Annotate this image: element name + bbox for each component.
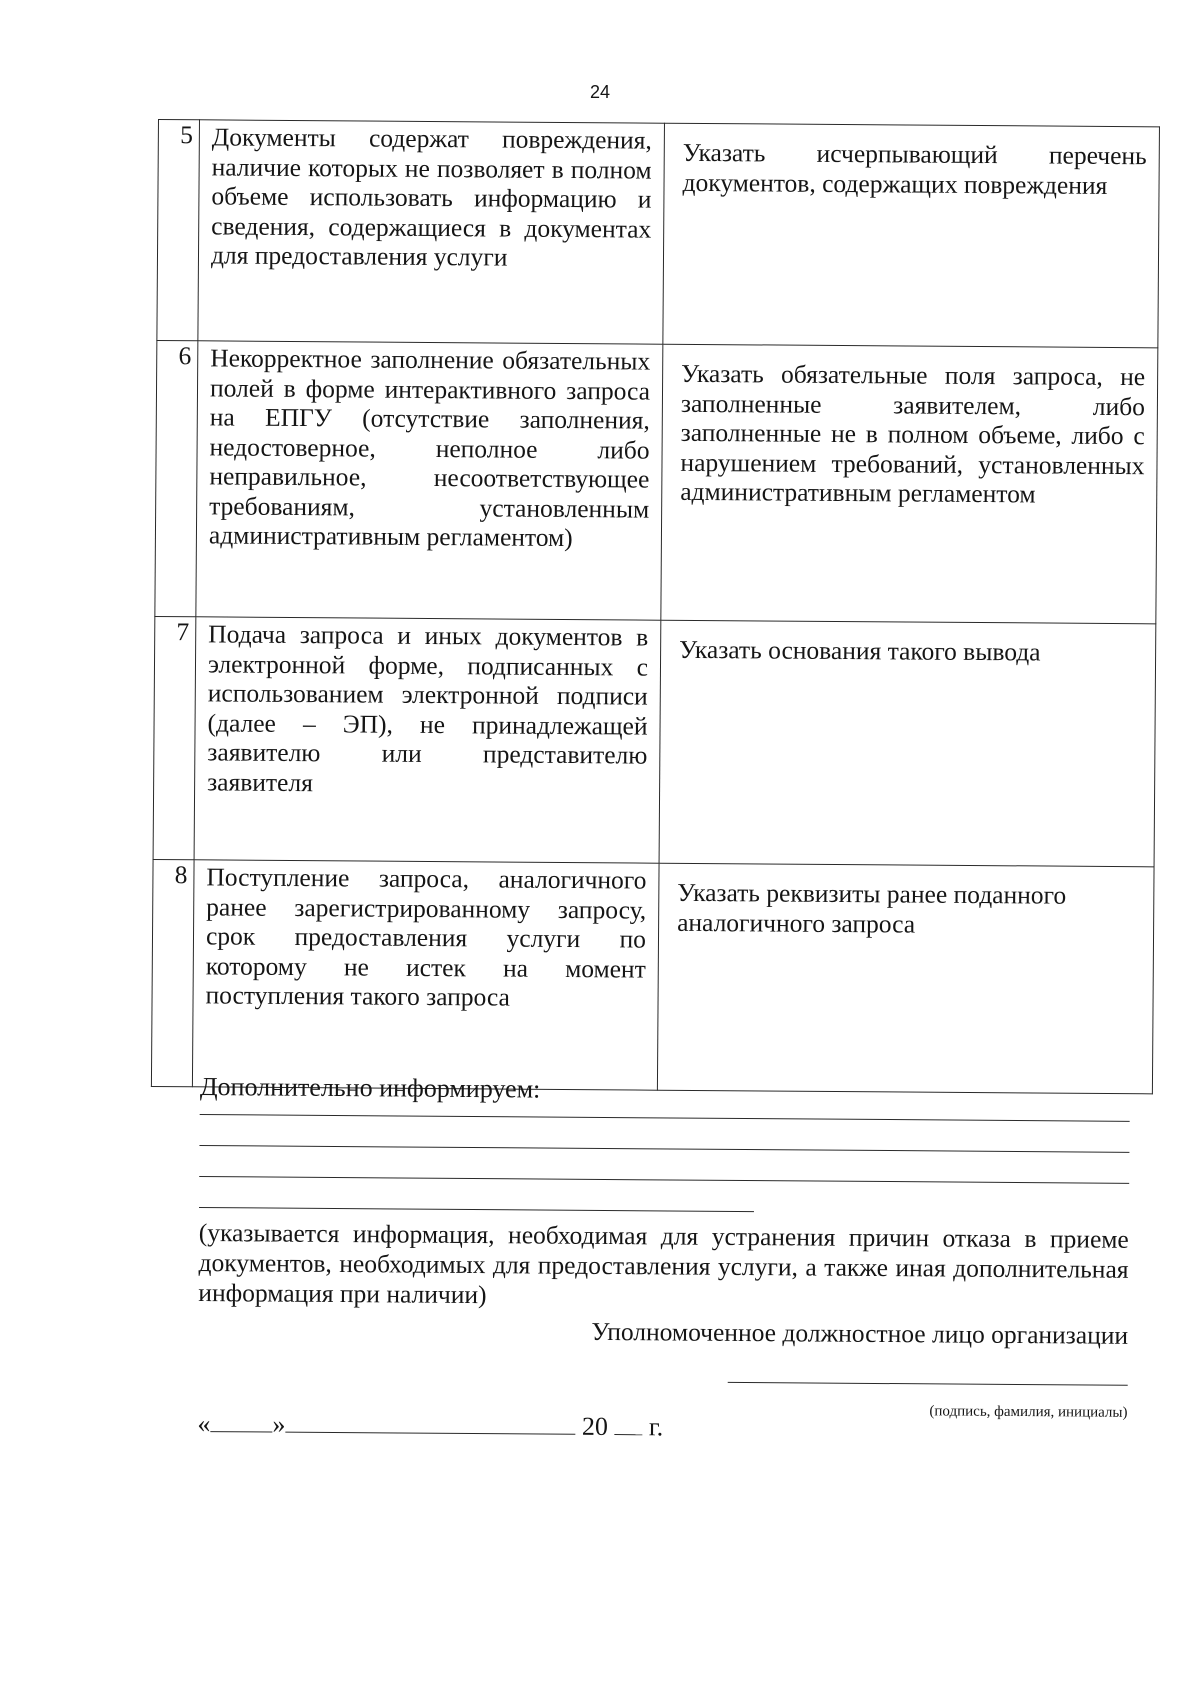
row-number: 5 [157,120,200,341]
page-number: 24 [589,82,611,102]
year-prefix: 20 [581,1411,609,1441]
table-row [157,120,1160,348]
refusal-reason: Документы содержат повреждения, наличие которых не позволяет в полном объеме использовать информацию и сведения, содержащиеся в документах для предоставления услуги [198,120,665,344]
refusal-reason: Поступление запроса, аналогичного ранее зарегистрированному запросу, срок предоставления услуги по которому не истек на момент поступления такого запроса [192,860,659,1090]
official-title: Уполномоченное должностное лицо организации [591,1316,1129,1350]
year-suffix: г. [648,1412,664,1442]
refusal-reason: Некорректное заполнение обязательных полей в форме интерактивного запроса на ЕПГУ (отсутствие заполнения, недостоверное, неполное либо неправильное, несоответствующее требованиям, установленным административным регламентом) [196,341,663,620]
table-row [155,340,1158,623]
additional-info-note: (указывается информация, необходимая для устранения причин отказа в приеме документов, необходимых для предоставления услуги, а также иная дополнительная информация при наличии) [198,1217,1129,1310]
table-row [151,859,1154,1093]
month-blank [285,1408,575,1435]
year-blank [614,1410,642,1435]
refusal-explanation: Указать обязательные поля запроса, не заполненные заявителем, либо заполненные не в полном объеме, либо с нарушением требований, установленных административным регламентом [661,344,1158,624]
row-number: 8 [151,859,194,1086]
row-number: 6 [155,340,198,616]
open-quote: « [197,1408,211,1439]
refusal-reasons-table [151,119,1160,1094]
row-number: 7 [153,616,196,859]
additional-info-heading: Дополнительно информируем: [199,1072,541,1104]
signature-caption: (подпись, фамилия, инициалы) [929,1403,1128,1421]
refusal-explanation: Указать исчерпывающий перечень документов, содержащих повреждения [663,123,1160,348]
refusal-explanation: Указать основания такого вывода [659,620,1156,867]
day-blank [210,1407,272,1432]
refusal-reason: Подача запроса и иных документов в электронной форме, подписанных с использованием электронной подписи (далее – ЭП), не принадлежащей заявителю или представителю заявителя [194,617,661,863]
additional-info-section [197,1070,1130,1447]
close-quote: » [272,1409,286,1439]
refusal-explanation: Указать реквизиты ранее поданного аналогичного запроса [657,863,1154,1094]
table-row [153,616,1156,866]
